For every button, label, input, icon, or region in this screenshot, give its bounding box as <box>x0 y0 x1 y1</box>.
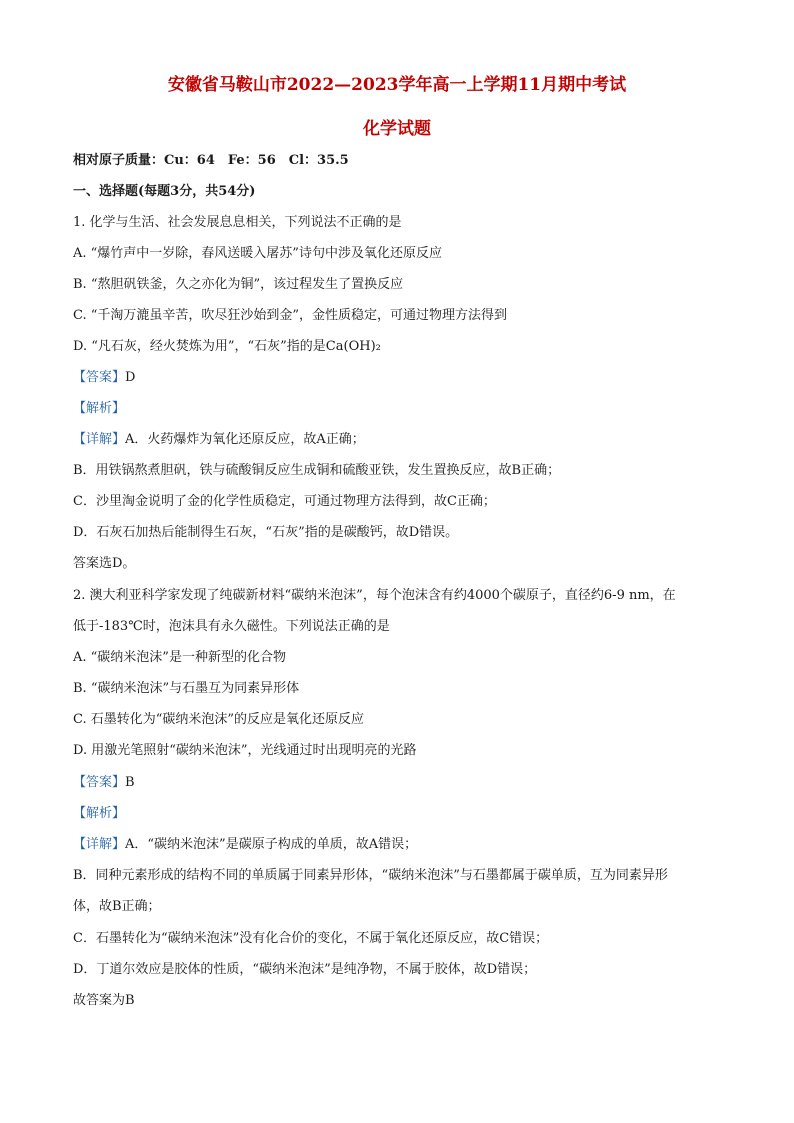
q1-analysis <box>73 399 724 419</box>
answer-value: B <box>125 775 135 790</box>
q2-answer <box>73 773 724 793</box>
q2-detail-c: C．石墨转化为“碳纳米泡沫”没有化合价的变化，不属于氧化还原反应，故C错误； <box>73 931 549 946</box>
q1-detail-b: B．用铁锅熬煮胆矾，铁与硫酸铜反应生成铜和硫酸亚铁，发生置换反应，故B正确； <box>73 463 561 478</box>
analysis-label: 【解析】 <box>73 401 126 416</box>
q2-detail-d: D．丁道尔效应是胶体的性质，“碳纳米泡沫”是纯净物，不属于胶体，故D错误； <box>73 962 537 977</box>
detail-label: 【详解】 <box>73 837 126 852</box>
q1-detail-c: C．沙里淘金说明了金的化学性质稳定，可通过物理方法得到，故C正确； <box>73 494 496 509</box>
analysis-label: 【解析】 <box>73 806 126 821</box>
q2-detail-b-line1: B．同种元素形成的结构不同的单质属于同素异形体，“碳纳米泡沫”与石墨都属于碳单质，互为同素异形 <box>73 868 668 883</box>
atomic-mass-note: 相对原子质量：Cu：64 Fe：56 Cl：35.5 <box>73 153 349 168</box>
q2-detail-a <box>73 835 724 855</box>
detail-text: A．“碳纳米泡沫”是碳原子构成的单质，故A错误； <box>125 837 418 852</box>
q2-option-b: B. “碳纳米泡沫”与石墨互为同素异形体 <box>73 681 300 696</box>
page-title: 安徽省马鞍山市2022—2023学年高一上学期11月期中考试 <box>167 75 627 95</box>
q2-option-d: D. 用激光笔照射“碳纳米泡沫”，光线通过时出现明亮的光路 <box>73 743 417 758</box>
q2-conclusion: 故答案为B <box>73 993 135 1008</box>
q2-stem-line2: 低于-183℃时，泡沫具有永久磁性。下列说法正确的是 <box>73 619 390 634</box>
page-subtitle: 化学试题 <box>363 119 431 139</box>
q1-option-c: C. “千淘万漉虽辛苦，吹尽狂沙始到金”，金性质稳定，可通过物理方法得到 <box>73 308 508 323</box>
q2-detail-b-line2: 体，故B正确； <box>73 899 161 914</box>
q1-detail-d: D．石灰石加热后能制得生石灰，“石灰”指的是碳酸钙，故D错误。 <box>73 525 459 540</box>
q1-option-b: B. “熬胆矾铁釜，久之亦化为铜”，该过程发生了置换反应 <box>73 277 404 292</box>
q1-option-a: A. “爆竹声中一岁除，春风送暖入屠苏”诗句中涉及氧化还原反应 <box>73 246 442 261</box>
answer-value: D <box>125 370 136 385</box>
q1-answer <box>73 368 724 388</box>
section-heading: 一、选择题(每题3分，共54分) <box>73 184 256 199</box>
answer-label: 【答案】 <box>73 370 126 385</box>
detail-text: A．火药爆炸为氧化还原反应，故A正确； <box>125 432 365 447</box>
q1-detail-a <box>73 430 724 450</box>
q1-stem: 1. 化学与生活、社会发展息息相关，下列说法不正确的是 <box>73 215 402 230</box>
answer-label: 【答案】 <box>73 775 126 790</box>
q1-option-d: D. “凡石灰，经火焚炼为用”，“石灰”指的是Ca(OH)₂ <box>73 339 381 354</box>
q2-option-a: A. “碳纳米泡沫”是一种新型的化合物 <box>73 650 286 665</box>
q1-conclusion: 答案选D。 <box>73 556 136 571</box>
detail-label: 【详解】 <box>73 432 126 447</box>
q2-stem-line1: 2. 澳大利亚科学家发现了纯碳新材料“碳纳米泡沫”，每个泡沫含有约4000个碳原子，直径约6-9 nm，在 <box>73 588 676 603</box>
q2-analysis <box>73 804 724 824</box>
q2-option-c: C. 石墨转化为“碳纳米泡沫”的反应是氧化还原反应 <box>73 712 365 727</box>
